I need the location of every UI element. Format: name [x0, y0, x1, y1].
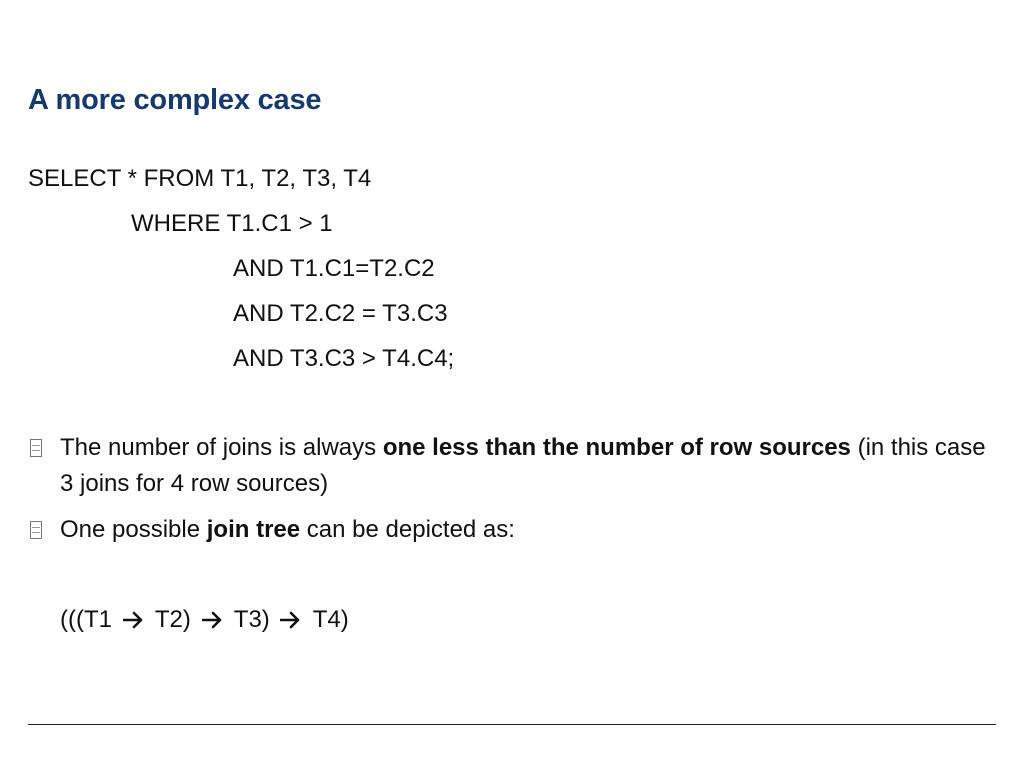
slide-title: A more complex case — [28, 84, 322, 116]
bullet-join-tree — [28, 512, 988, 548]
join-tree-part-4: T4) — [312, 606, 349, 633]
bullet-text-bold: join tree — [206, 516, 301, 543]
sql-and-line-3: AND T3.C3 > T4.C4; — [233, 345, 455, 372]
bullet-text — [60, 430, 988, 502]
join-tree-part-3: T3) — [233, 606, 270, 633]
bullet-text-bold: one less than the number of row sources — [382, 434, 851, 461]
sql-and-line-2: AND T2.C2 = T3.C3 — [233, 300, 448, 327]
square-bullet-icon — [28, 512, 60, 548]
bullet-text-after: (in this case 3 joins for 4 row sources) — [60, 434, 986, 497]
bullet-joins-count — [28, 430, 988, 502]
square-bullet-icon — [28, 430, 60, 502]
bullet-text — [60, 512, 988, 548]
bullet-text-after: can be depicted as: — [300, 516, 515, 543]
right-arrow-icon — [123, 611, 145, 629]
sql-select-line: SELECT * FROM T1, T2, T3, T4 — [28, 165, 372, 192]
join-tree-expression — [60, 604, 349, 636]
bottom-divider — [28, 724, 996, 725]
bullet-text-before: The number of joins is always — [60, 434, 383, 461]
bullet-text-before: One possible — [60, 516, 207, 543]
right-arrow-icon — [202, 611, 224, 629]
join-tree-part-2: T2) — [154, 606, 191, 633]
right-arrow-icon — [280, 611, 302, 629]
sql-and-line-1: AND T1.C1=T2.C2 — [233, 255, 435, 282]
sql-where-line: WHERE T1.C1 > 1 — [131, 210, 333, 237]
join-tree-part-1: (((T1 — [60, 606, 112, 633]
